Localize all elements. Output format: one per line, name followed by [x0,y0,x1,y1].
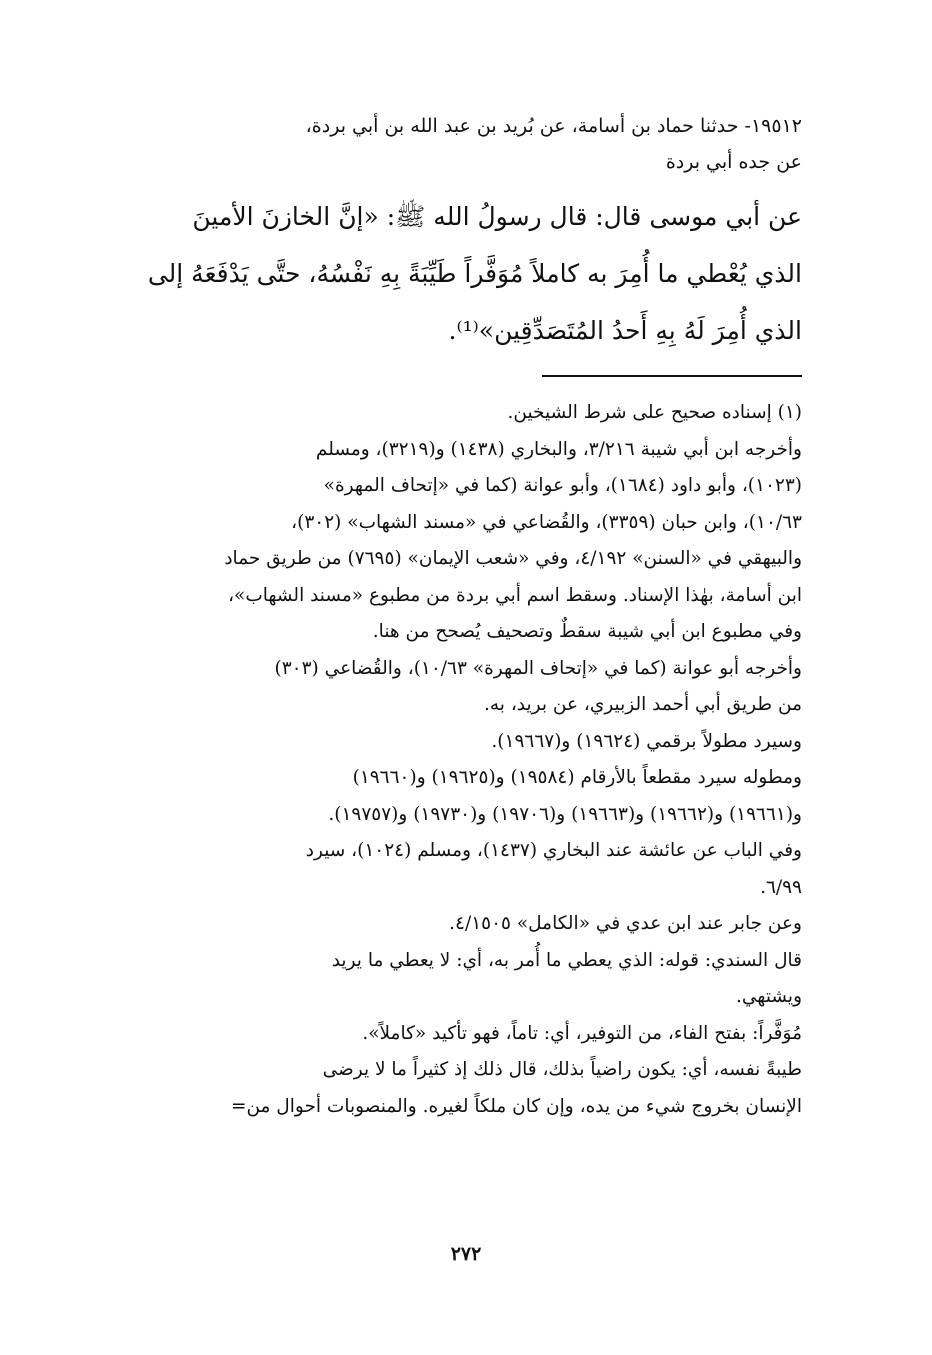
footnote-line: قال السندي: قوله: الذي يعطي ما أُمر به، أي: لا يعطي ما يريد [331,949,802,971]
footnote-line: ويشتهي. [736,986,802,1007]
matn-line: الذي أُمِرَ لَهُ بِهِ أَحدُ المُتَصَدِّقِين»⁽¹⁾. [448,316,802,345]
footnote-line: والبيهقي في «السنن» ٤/١٩٢، وفي «شعب الإيمان» (٧٦٩٥) من طريق حماد [224,548,802,569]
hadith-isnad [100,108,802,180]
page-number: ٢٧٢ [450,1243,482,1265]
footnote-line: ٦/٩٩. [760,876,802,898]
footnote-line: ومطوله سيرد مقطعاً بالأرقام (١٩٥٨٤) و(١٩٦٢٥) و(١٩٦٦٠) [352,767,802,788]
footnotes [100,395,802,1125]
footnote-line: (١) إسناده صحيح على شرط الشيخين. [507,402,802,423]
footnote-line: وفي مطبوع ابن أبي شيبة سقطٌ وتصحيف يُصحح من هنا. [372,621,802,642]
footnote-line: مُوَفَّراً: بفتح الفاء، من التوفير، أي: تاماً، فهو تأكيد «كاملاً». [362,1022,802,1044]
isnad-line: ١٩٥١٢- حدثنا حماد بن أسامة، عن بُريد بن عبد الله بن أبي بردة، [305,115,802,137]
footnote-line: و(١٩٦٦١) و(١٩٦٦٢) و(١٩٦٦٣) و(١٩٧٠٦) و(١٩٧٣٠) و(١٩٧٥٧). [328,803,802,825]
footnote-line: وأخرجه ابن أبي شيبة ٣/٢١٦، والبخاري (١٤٣٨) و(٣٢١٩)، ومسلم [315,438,802,460]
footnote-line: ١٠/٦٣)، وابن حبان (٣٣٥٩)، والقُضاعي في «مسند الشهاب» (٣٠٢)، [291,511,802,533]
footnote-separator [542,375,802,377]
hadith-matn [100,188,802,359]
page-content [100,108,802,1125]
footnote-line: من طريق أبي أحمد الزبيري، عن بريد، به. [484,694,802,715]
footnote-line: وأخرجه أبو عوانة (كما في «إتحاف المهرة» ١٠/٦٣)، والقُضاعي (٣٠٣) [274,657,802,679]
footnote-line: طيبةً نفسه، أي: يكون راضياً بذلك، قال ذلك إذ كثيراً ما لا يرضى [322,1059,802,1080]
footnote-line: وعن جابر عند ابن عدي في «الكامل» ٤/١٥٠٥. [449,913,802,934]
footnote-line: وسيرد مطولاً برقمي (١٩٦٢٤) و(١٩٦٦٧). [491,730,802,752]
footnote-line: وفي الباب عن عائشة عند البخاري (١٤٣٧)، ومسلم (١٠٢٤)، سيرد [305,840,802,861]
footnote-line: ابن أسامة، بهٰذا الإسناد. وسقط اسم أبي بردة من مطبوع «مسند الشهاب»، [228,584,802,606]
isnad-line: عن جده أبي بردة [665,151,802,173]
matn-line: عن أبي موسى قال: قال رسولُ الله ﷺ: «إنَّ الخازنَ الأمينَ [192,202,802,231]
footnote-line: الإنسان بخروج شيء من يده، وإن كان ملكاً لغيره. والمنصوبات أحوال من= [230,1095,802,1117]
footnote-line: (١٠٢٣)، وأبو داود (١٦٨٤)، وأبو عوانة (كما في «إتحاف المهرة» [323,475,802,496]
matn-line: الذي يُعْطي ما أُمِرَ به كاملاً مُوَفَّراً طَيِّبَةً بِهِ نَفْسُهُ، حتَّى يَدْفَعَهُ إلى [147,259,802,288]
